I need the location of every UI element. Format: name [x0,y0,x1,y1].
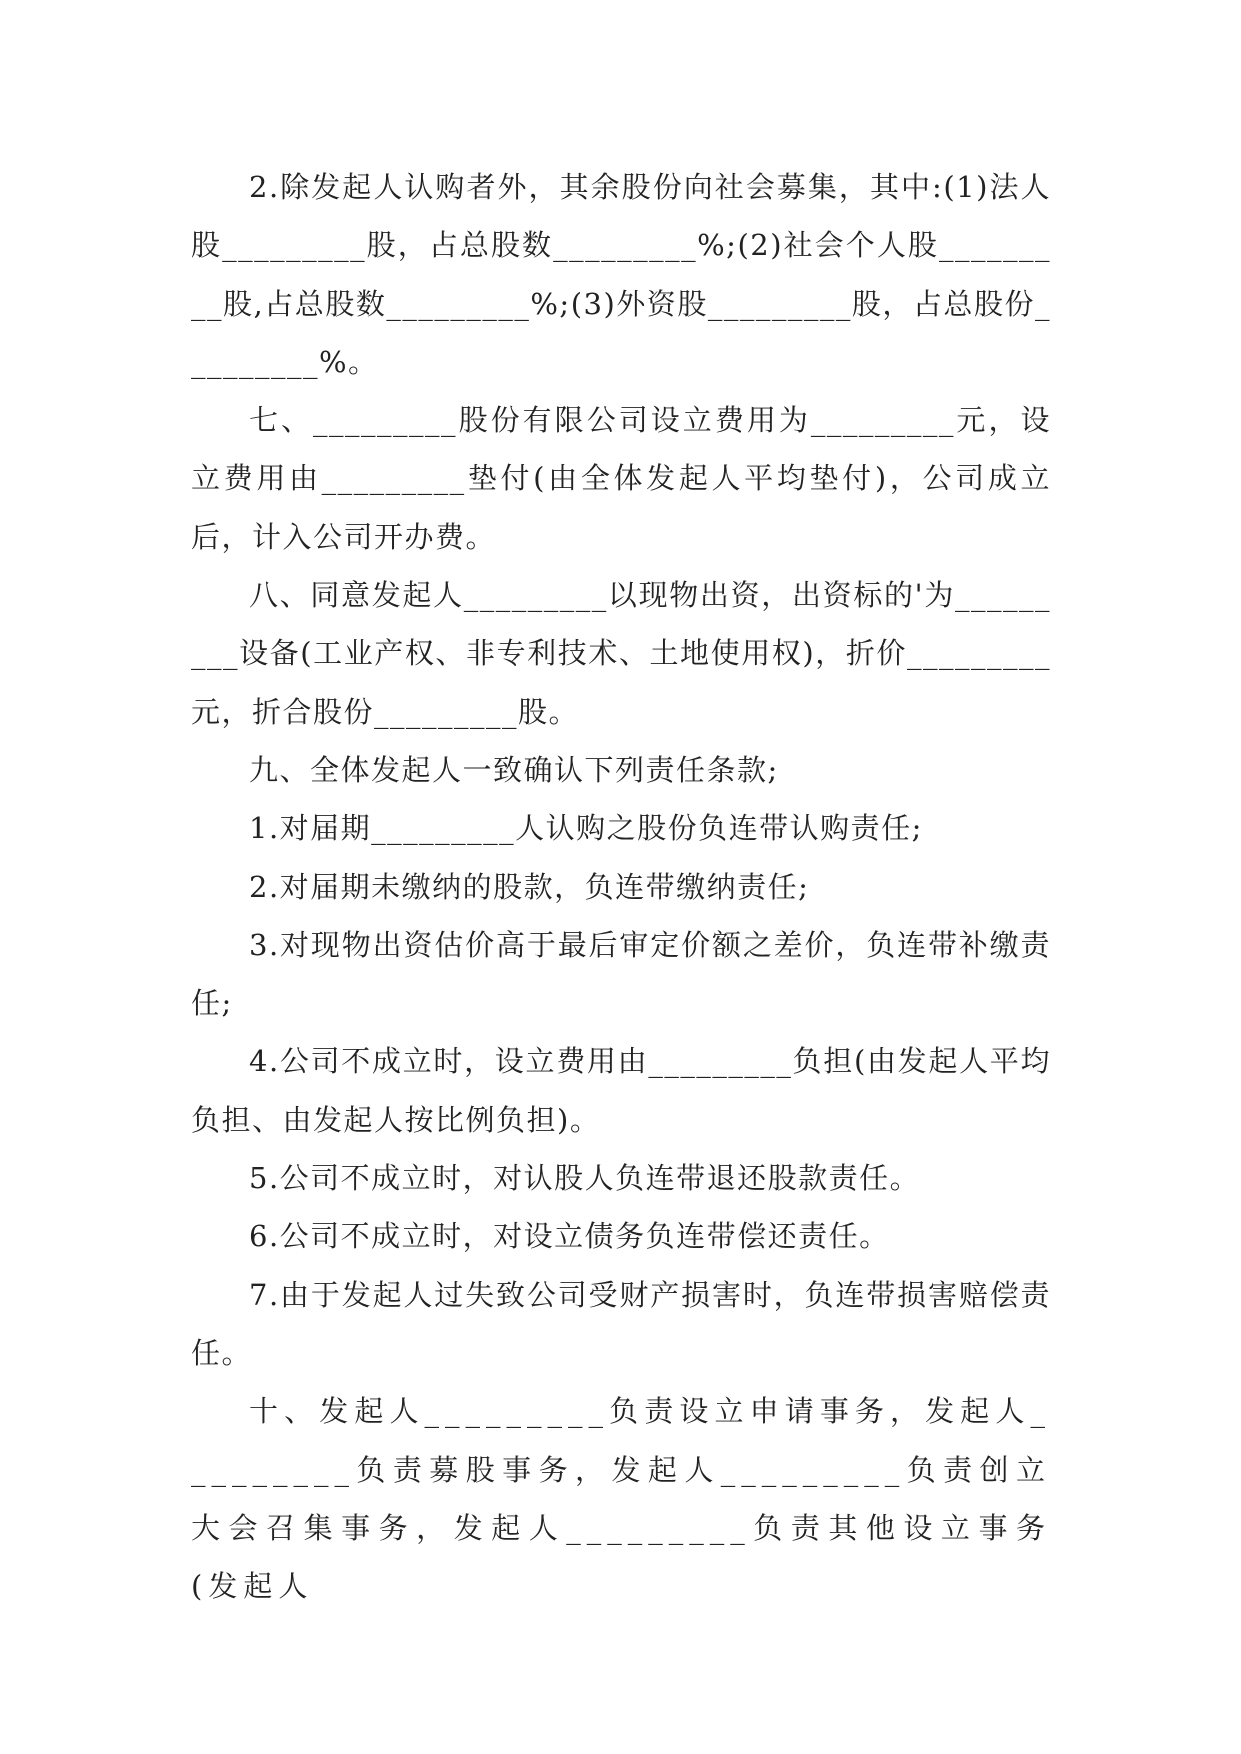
paragraph-liability-3: 3.对现物出资估价高于最后审定价额之差价，负连带补缴责任; [191,927,1051,1021]
paragraph-liability-1: 1.对届期_________人认购之股份负连带认购责任; [249,811,923,846]
paragraph-liability-2: 2.对届期未缴纳的股款，负连带缴纳责任; [249,869,810,904]
paragraph-liability-7: 7.由于发起人过失致公司受财产损害时，负连带损害赔偿责任。 [191,1277,1051,1370]
paragraph-liability-5: 5.公司不成立时，对认股人负连带退还股款责任。 [249,1161,921,1196]
paragraph-liability-6: 6.公司不成立时，对设立债务负连带偿还责任。 [249,1219,890,1254]
paragraph-ten-responsibilities: 十、发起人_________负责设立申请事务，发起人_________负责募股事务，发起人_________负责创立大会召集事务，发起人_________负责其他设立事务(发起人 [191,1394,1051,1604]
paragraph-nine-liability-heading: 九、全体发起人一致确认下列责任条款; [249,752,779,787]
paragraph-liability-4: 4.公司不成立时，设立费用由_________负担(由发起人平均负担、由发起人按比例负担)。 [191,1044,1051,1137]
paragraph-share-offering: 2.除发起人认购者外，其余股份向社会募集，其中:(1)法人股_________股，占总股数_________%;(2)社会个人股_________股,占总股数_________%;(3)外资股_________股，占总股份_________%。 [191,170,1051,379]
paragraph-seven-setup-costs: 七、_________股份有限公司设立费用为_________元，设立费用由_________垫付(由全体发起人平均垫付)，公司成立后，计入公司开办费。 [191,403,1051,554]
paragraph-eight-in-kind-contribution: 八、同意发起人_________以现物出资，出资标的'为_________设备(工业产权、非专利技术、土地使用权)，折价_________元，折合股份_________股。 [191,578,1051,729]
document-body [191,158,1051,1615]
